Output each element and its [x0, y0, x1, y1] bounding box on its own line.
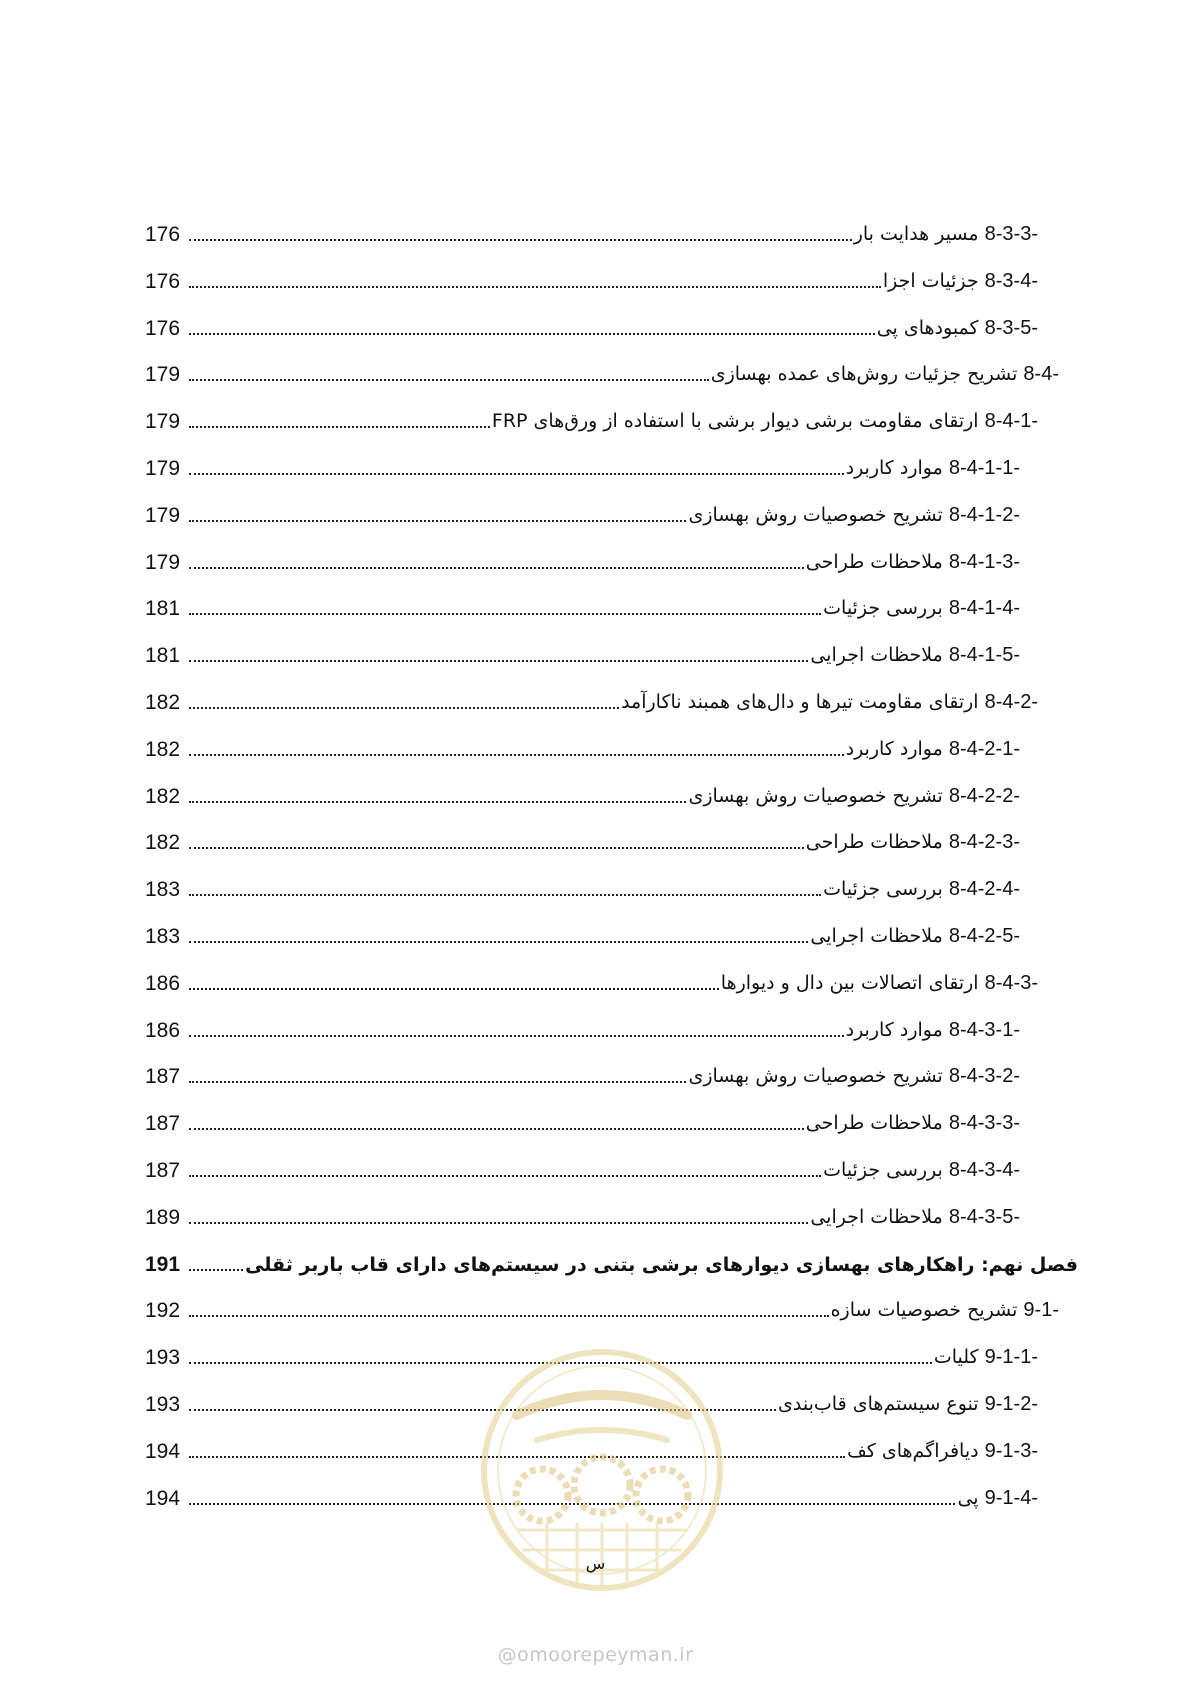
dot-leader	[189, 1128, 804, 1130]
toc-entry-page: 176	[145, 223, 181, 246]
toc-entry-title	[831, 1299, 1059, 1324]
toc-entry-text: تنوع سیستم‌های قاب‌بندی	[778, 1393, 979, 1415]
toc-entry-number: 8-4-3-2-	[948, 1065, 1020, 1087]
toc-entry[interactable]	[145, 1288, 1059, 1324]
toc-entry-text: ملاحظات اجرایی	[810, 644, 943, 666]
toc-entry-number: 8-4-3-4-	[948, 1159, 1020, 1181]
toc-entry-text: ارتقای اتصالات بین دال و دیوارها	[720, 972, 979, 994]
toc-entry-text: پی	[957, 1487, 979, 1509]
toc-entry-text: مسیر هدایت بار	[853, 223, 979, 245]
toc-entry-number: 8-4-2-5-	[948, 925, 1020, 947]
toc-entry-title	[492, 410, 1038, 435]
toc-entry-text: تشریح خصوصیات روش بهسازی	[688, 1065, 943, 1087]
toc-entry-title	[810, 925, 1020, 950]
toc-entry-text: بررسی جزئیات	[823, 878, 943, 900]
toc-entry[interactable]	[145, 1242, 1078, 1278]
toc-entry-text: بررسی جزئیات	[823, 1159, 943, 1181]
dot-leader	[189, 379, 709, 381]
toc-entry[interactable]	[145, 1148, 1020, 1184]
toc-entry-number: 8-4-2-2-	[948, 785, 1020, 807]
toc-entry[interactable]	[145, 1054, 1020, 1090]
dot-leader	[189, 1081, 686, 1083]
toc-entry-title	[688, 785, 1020, 810]
toc-entry-text: موارد کاربرد	[845, 738, 943, 760]
toc-entry-title	[847, 1440, 1038, 1465]
toc-entry-title	[688, 1065, 1020, 1090]
toc-entry-title	[245, 1254, 1078, 1278]
toc-entry-page: 182	[145, 785, 181, 808]
dot-leader	[189, 1222, 808, 1224]
toc-entry-text: تشریح خصوصیات سازه	[830, 1299, 1018, 1321]
toc-entry[interactable]	[145, 399, 1038, 435]
toc-entry-number: 9-1-2-	[984, 1393, 1038, 1415]
toc-entry-title	[854, 223, 1038, 248]
toc-entry[interactable]	[145, 446, 1020, 482]
dot-leader	[189, 941, 808, 943]
toc-entry-title	[846, 457, 1020, 482]
toc-entry-text: تشریح جزئیات روش‌های عمده بهسازی	[710, 363, 1018, 385]
dot-leader	[189, 1315, 829, 1317]
toc-entry-number: 8-4-2-1-	[948, 738, 1020, 760]
toc-entry[interactable]	[145, 1101, 1020, 1137]
toc-entry-title	[934, 1346, 1038, 1371]
toc-entry-page: 186	[145, 1019, 181, 1042]
dot-leader	[189, 286, 881, 288]
toc-entry-title	[810, 1206, 1020, 1231]
toc-entry-text: ملاحظات اجرایی	[810, 925, 943, 947]
toc-entry-text: کمبودهای پی	[876, 317, 979, 339]
toc-entry-page: 183	[145, 925, 181, 948]
toc-entry-title	[688, 504, 1020, 529]
toc-entry-page: 192	[145, 1299, 181, 1322]
toc-entry-number: 8-4-3-5-	[948, 1206, 1020, 1228]
toc-entry-number: 9-1-3-	[984, 1440, 1038, 1462]
toc-entry[interactable]	[145, 914, 1020, 950]
toc-entry-page: 181	[145, 644, 181, 667]
toc-entry-page: 179	[145, 551, 181, 574]
toc-entry-text: ملاحظات طراحی	[805, 551, 943, 573]
toc-entry-title	[806, 1112, 1020, 1137]
toc-entry-text: تشریح خصوصیات روش بهسازی	[688, 785, 943, 807]
toc-entry-title	[957, 1487, 1038, 1512]
dot-leader	[189, 473, 844, 475]
toc-entry-page: 187	[145, 1112, 181, 1135]
dot-leader	[189, 1175, 821, 1177]
toc-entry-text: ملاحظات طراحی	[805, 1112, 943, 1134]
toc-entry-title	[711, 363, 1059, 388]
dot-leader	[189, 801, 686, 803]
toc-entry-page: 194	[145, 1487, 181, 1510]
toc-entry[interactable]	[145, 680, 1038, 716]
toc-entry-number: 9-1-4-	[984, 1487, 1038, 1509]
toc-entry-page: 182	[145, 691, 181, 714]
toc-entry[interactable]	[145, 961, 1038, 997]
toc-entry-number: 9-1-	[1023, 1299, 1059, 1321]
toc-entry-page: 194	[145, 1440, 181, 1463]
toc-entry-title	[823, 1159, 1020, 1184]
toc-entry-text: ملاحظات طراحی	[805, 831, 943, 853]
toc-entry-text: ارتقای مقاومت تیرها و دال‌های همبند ناکارآمد	[621, 691, 979, 713]
toc-entry-page: 182	[145, 738, 181, 761]
toc-entry-title	[778, 1393, 1038, 1418]
toc-entry-text: فصل نهم: راهکارهای بهسازی دیوارهای برشی بتنی در سیستم‌های دارای قاب باربر ثقلی	[245, 1254, 1078, 1276]
toc-entry-page: 186	[145, 972, 181, 995]
toc-entry-title	[877, 317, 1038, 342]
toc-entry-page: 187	[145, 1159, 181, 1182]
toc-entry[interactable]	[145, 1008, 1020, 1044]
toc-entry-text: جزئیات اجزا	[882, 270, 979, 292]
toc-entry-title	[846, 1019, 1020, 1044]
toc-entry-title	[721, 972, 1038, 997]
dot-leader	[189, 567, 804, 569]
toc-entry-page: 179	[145, 504, 181, 527]
toc-entry-title	[823, 597, 1020, 622]
toc-entry[interactable]	[145, 493, 1020, 529]
toc-entry[interactable]	[145, 1195, 1020, 1231]
toc-entry-text: موارد کاربرد	[845, 1019, 943, 1041]
toc-entry[interactable]	[145, 306, 1038, 342]
toc-entry[interactable]	[145, 867, 1020, 903]
toc-entry-page: 181	[145, 597, 181, 620]
toc-entry-page: 179	[145, 457, 181, 480]
toc-entry-text: کلیات	[933, 1346, 979, 1368]
toc-entry[interactable]	[145, 820, 1020, 856]
dot-leader	[189, 894, 821, 896]
toc-entry[interactable]	[145, 259, 1038, 295]
toc-entry-number: 8-3-3-	[984, 223, 1038, 245]
toc-entry-title	[883, 270, 1038, 295]
toc-entry[interactable]	[145, 727, 1020, 763]
toc-entry-number: 8-4-	[1023, 363, 1059, 385]
toc-entry-page: 193	[145, 1393, 181, 1416]
toc-entry-text: ارتقای مقاومت برشی دیوار برشی با استفاده از ورق‌های FRP	[491, 410, 979, 432]
toc-entry-number: 8-3-4-	[984, 270, 1038, 292]
toc-entry-page: 176	[145, 317, 181, 340]
dot-leader	[189, 988, 719, 990]
dot-leader	[189, 660, 808, 662]
toc-entry-number: 8-4-2-4-	[948, 878, 1020, 900]
toc-entry-page: 189	[145, 1206, 181, 1229]
dot-leader	[189, 239, 852, 241]
dot-leader	[189, 707, 619, 709]
toc-entry-number: 8-4-3-3-	[948, 1112, 1020, 1134]
toc-entry-number: 8-4-1-3-	[948, 551, 1020, 573]
toc-entry-page: 193	[145, 1346, 181, 1369]
toc-entry-text: ملاحظات اجرایی	[810, 1206, 943, 1228]
dot-leader	[189, 1269, 243, 1271]
toc-entry-page: 191	[145, 1253, 181, 1276]
dot-leader	[189, 520, 686, 522]
toc-entry-page: 179	[145, 363, 181, 386]
toc-entry-page: 183	[145, 878, 181, 901]
dot-leader	[189, 333, 875, 335]
toc-entry-title	[806, 551, 1020, 576]
toc-entry-title	[806, 831, 1020, 856]
toc-entry-number: 8-4-3-1-	[948, 1019, 1020, 1041]
toc-entry-number: 8-4-2-	[984, 691, 1038, 713]
toc-entry-page: 176	[145, 270, 181, 293]
toc-entry[interactable]	[145, 586, 1020, 622]
toc-entry-text: دیافراگم‌های کف	[847, 1440, 979, 1462]
site-credit: @omoorepeyman.ir	[497, 1644, 694, 1666]
toc-entry-number: 8-3-5-	[984, 317, 1038, 339]
toc-entry-page: 187	[145, 1065, 181, 1088]
dot-leader	[189, 613, 821, 615]
toc-entry-page: 179	[145, 410, 181, 433]
toc-entry-title	[810, 644, 1020, 669]
toc-entry[interactable]	[145, 212, 1038, 248]
toc-entry[interactable]	[145, 633, 1020, 669]
toc-entry[interactable]	[145, 540, 1020, 576]
toc-entry-page: 182	[145, 831, 181, 854]
toc-entry-number: 8-4-1-2-	[948, 504, 1020, 526]
dot-leader	[189, 754, 844, 756]
toc-entry-number: 8-4-1-	[984, 410, 1038, 432]
toc-entry-number: 8-4-1-1-	[948, 457, 1020, 479]
toc-entry-number: 9-1-1-	[984, 1346, 1038, 1368]
toc-entry-text: بررسی جزئیات	[823, 597, 943, 619]
toc-entry-number: 8-4-3-	[984, 972, 1038, 994]
toc-entry-title	[621, 691, 1038, 716]
toc-entry-title	[846, 738, 1020, 763]
dot-leader	[189, 426, 490, 428]
toc-entry-title	[823, 878, 1020, 903]
toc-entry-number: 8-4-1-4-	[948, 597, 1020, 619]
dot-leader	[189, 847, 804, 849]
dot-leader	[189, 1035, 844, 1037]
toc-entry-number: 8-4-1-5-	[948, 644, 1020, 666]
toc-entry[interactable]	[145, 774, 1020, 810]
toc-entry[interactable]	[145, 352, 1059, 388]
toc-entry-text: موارد کاربرد	[845, 457, 943, 479]
page-number: س	[585, 1554, 606, 1573]
toc-entry-number: 8-4-2-3-	[948, 831, 1020, 853]
toc-entry-text: تشریح خصوصیات روش بهسازی	[688, 504, 943, 526]
